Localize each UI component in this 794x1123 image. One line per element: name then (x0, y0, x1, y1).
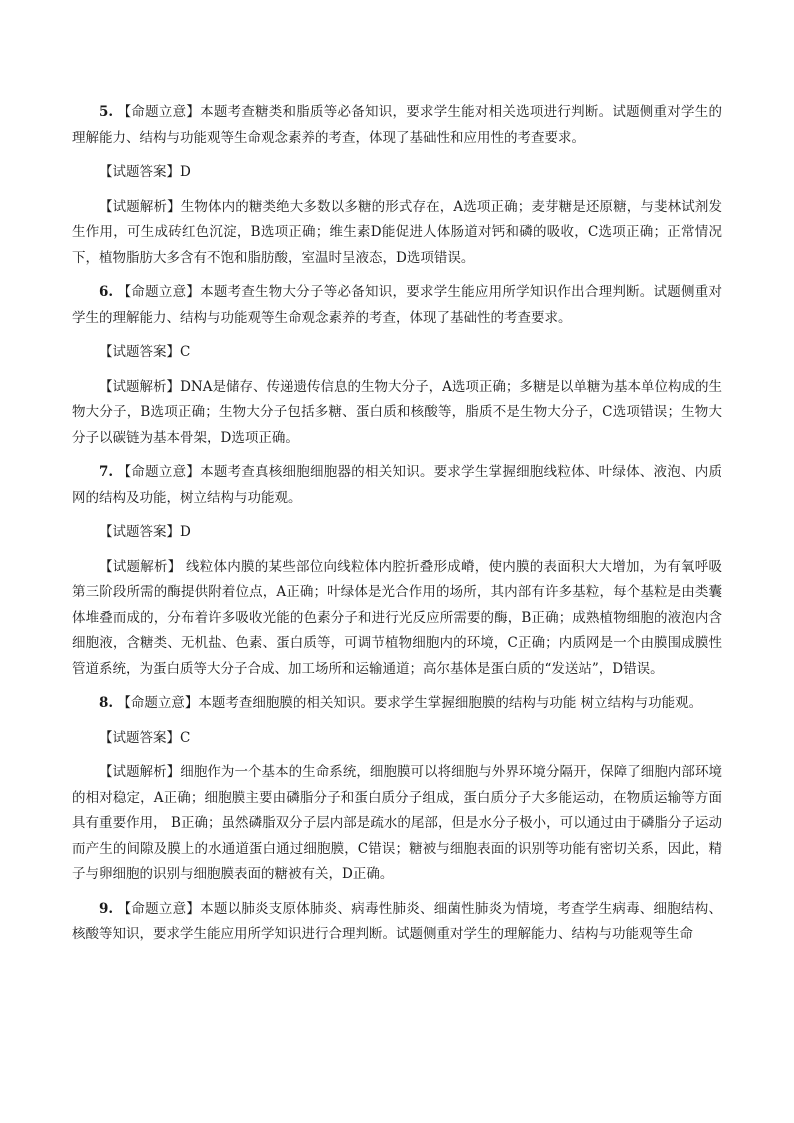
q8-analysis-paragraph (72, 760, 722, 888)
q7-intent-text: 本题考查真核细胞细胞器的相关知识。要求学生掌握细胞线粒体、叶绿体、液泡、内质网的结构及功能，树立结构与功能观。 (72, 464, 723, 506)
q8-analysis-label: 【试题解析】 (99, 764, 181, 780)
q6-answer-label: 【试题答案】 (99, 344, 180, 360)
q6-intent-paragraph (72, 280, 722, 331)
q8-intent-paragraph (72, 691, 722, 717)
q6-analysis-text: DNA是储存、传递遗传信息的生物大分子，A选项正确；多糖是以单糖为基本单位构成的生物大分子，B选项正确；生物大分子包括多糖、蛋白质和核酸等，脂质不是生物大分子，C选项错误；生物大分子以碳链为基本骨架，D选项正确。 (72, 378, 723, 446)
q5-intent-label: 【命题立意】 (117, 104, 201, 120)
q7-answer-value: D (180, 524, 191, 540)
q5-answer-paragraph (72, 160, 722, 186)
q5-intent-paragraph (72, 100, 722, 151)
q8-intent-text: 本题考查细胞膜的相关知识。要求学生掌握细胞膜的结构与功能 树立结构与功能观。 (198, 695, 703, 711)
q8-number: 8. (99, 695, 114, 711)
q7-analysis-paragraph (72, 555, 722, 683)
q6-analysis-paragraph (72, 375, 722, 452)
q7-answer-paragraph (72, 520, 722, 546)
q6-number: 6. (99, 284, 114, 300)
q5-answer-label: 【试题答案】 (99, 164, 180, 180)
q5-analysis-text: 生物体内的糖类绝大多数以多糖的形式存在，A选项正确；麦芽糖是还原糖，与斐林试剂发生作用，可生成砖红色沉淀，B选项正确；维生素D能促进人体肠道对钙和磷的吸收，C选项正确；正常情况下，植物脂肪大多含有不饱和脂肪酸，室温时呈液态，D选项错误。 (72, 198, 723, 266)
q7-intent-paragraph (72, 460, 722, 511)
q7-intent-label: 【命题立意】 (117, 464, 201, 480)
q7-answer-label: 【试题答案】 (99, 524, 180, 540)
q6-intent-label: 【命题立意】 (117, 284, 201, 300)
document-body (72, 100, 722, 957)
q8-intent-label: 【命题立意】 (117, 695, 199, 711)
q5-intent-text: 本题考查糖类和脂质等必备知识，要求学生能对相关选项进行判断。试题侧重对学生的理解能力、结构与功能观等生命观念素养的考查，体现了基础性和应用性的考查要求。 (72, 104, 723, 146)
q6-intent-text: 本题考查生物大分子等必备知识，要求学生能应用所学知识作出合理判断。试题侧重对学生的理解能力、结构与功能观等生命观念素养的考查，体现了基础性的考查要求。 (72, 284, 723, 326)
q6-answer-paragraph (72, 340, 722, 366)
q8-answer-paragraph (72, 726, 722, 752)
q6-answer-value: C (180, 344, 191, 360)
q5-answer-value: D (180, 164, 191, 180)
q8-answer-label: 【试题答案】 (99, 729, 180, 746)
q5-number: 5. (99, 104, 114, 120)
q5-analysis-paragraph (72, 195, 722, 272)
q7-number: 7. (99, 464, 114, 480)
q9-number: 9. (99, 900, 114, 917)
q8-analysis-text: 细胞作为一个基本的生命系统，细胞膜可以将细胞与外界环境分隔开，保障了细胞内部环境的相对稳定，A正确；细胞膜主要由磷脂分子和蛋白质分子组成，蛋白质分子大多能运动，在物质运输等方面具有重要作用， B正确；虽然磷脂双分子层内部是疏水的尾部，但是水分子极小，可以通过由于磷脂分子运动而产生的间隙及膜上的水通道蛋白通过细胞膜，C错误；糖被与细胞表面的识别等功能有密切关系，因此，精子与卵细胞的识别与细胞膜表面的糖被有关，D正确。 (72, 764, 723, 882)
q7-analysis-text: 线粒体内膜的某些部位向线粒体内腔折叠形成嵴，使内膜的表面积大大增加，为有氧呼吸第三阶段所需的酶提供附着位点，A正确；叶绿体是光合作用的场所，其内部有许多基粒，每个基粒是由类囊体堆叠而成的，分布着许多吸收光能的色素分子和进行光反应所需要的酶，B正确；成熟植物细胞的液泡内含细胞液，含糖类、无机盐、色素、蛋白质等，可调节植物细胞内的环境，C正确；内质网是一个由膜围成膜性管道系统，为蛋白质等大分子合成、加工场所和运输通道；高尔基体是蛋白质的“发送站”，D错误。 (72, 558, 722, 677)
q7-analysis-label: 【试题解析】 (99, 558, 182, 575)
q6-analysis-label: 【试题解析】 (99, 378, 181, 395)
q8-answer-value: C (180, 729, 191, 746)
q9-intent-label: 【命题立意】 (117, 900, 201, 917)
q9-intent-paragraph (72, 897, 722, 948)
q9-intent-text: 本题以肺炎支原体肺炎、病毒性肺炎、细菌性肺炎为情境，考查学生病毒、细胞结构、核酸等知识，要求学生能应用所学知识进行合理判断。试题侧重对学生的理解能力、结构与功能观等生命 (72, 900, 723, 942)
q5-analysis-label: 【试题解析】 (99, 198, 181, 215)
